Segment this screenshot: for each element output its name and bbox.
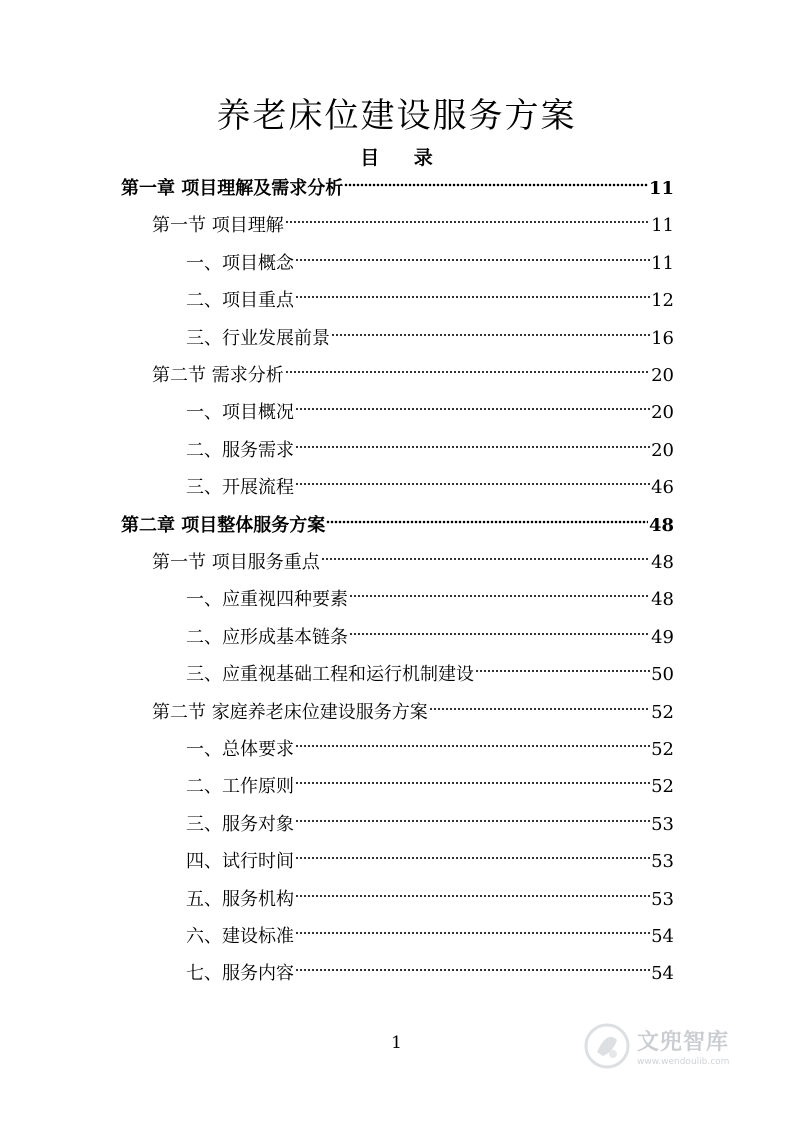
watermark-url: www.wendoulib.com (637, 1057, 730, 1067)
toc-entry-label: 一、项目概念 (186, 253, 294, 274)
toc-entry[interactable] (186, 326, 674, 352)
toc-leader-dots (295, 817, 650, 825)
toc-entry[interactable] (186, 251, 674, 277)
toc-entry-label: 第二节 需求分析 (152, 365, 284, 386)
toc-entry[interactable] (152, 550, 674, 576)
toc-entry-page: 48 (648, 515, 674, 536)
toc-leader-dots (295, 742, 650, 750)
toc-entry[interactable] (186, 737, 674, 763)
toc-entry-label: 二、工作原则 (186, 776, 294, 797)
toc-entry-label: 五、服务机构 (186, 889, 294, 910)
toc-entry[interactable] (186, 849, 674, 875)
toc-entry[interactable] (186, 812, 674, 838)
toc-entry-label: 第二节 家庭养老床位建设服务方案 (152, 702, 428, 723)
page-number: 1 (391, 1033, 402, 1053)
toc-entry-page: 20 (651, 402, 674, 423)
toc-entry-label: 三、行业发展前景 (186, 328, 330, 349)
toc-entry[interactable] (186, 961, 674, 987)
toc-entry-label: 第一节 项目理解 (152, 215, 284, 236)
toc-heading: 目 录 (360, 147, 447, 169)
watermark (583, 1018, 773, 1074)
toc-entry[interactable] (186, 288, 674, 314)
toc-entry-label: 一、总体要求 (186, 739, 294, 760)
toc-entry-page: 48 (651, 589, 674, 610)
toc-entry-page: 20 (651, 440, 674, 461)
toc-entry-label: 第二章 项目整体服务方案 (121, 515, 326, 536)
toc-entry[interactable] (186, 774, 674, 800)
toc-entry-page: 49 (651, 627, 674, 648)
toc-leader-dots (295, 966, 650, 974)
wendou-logo-icon (583, 1022, 631, 1070)
toc-entry-page: 20 (651, 365, 674, 386)
toc-leader-dots (285, 368, 650, 376)
toc-entry-label: 二、应形成基本链条 (186, 627, 348, 648)
toc-entry-page: 11 (648, 178, 674, 199)
toc-entry[interactable] (121, 176, 674, 202)
toc-leader-dots (475, 667, 650, 675)
toc-leader-dots (295, 892, 650, 900)
toc-entry[interactable] (152, 700, 674, 726)
toc-leader-dots (326, 518, 648, 526)
toc-entry-label: 二、项目重点 (186, 290, 294, 311)
toc-entry-page: 54 (651, 926, 674, 947)
toc-entry-label: 三、开展流程 (186, 477, 294, 498)
toc-entry-page: 52 (651, 776, 674, 797)
toc-entry[interactable] (186, 625, 674, 651)
toc-entry-label: 三、应重视基础工程和运行机制建设 (186, 664, 474, 685)
toc-entry-page: 46 (651, 477, 674, 498)
toc-entry-label: 第一章 项目理解及需求分析 (121, 178, 344, 199)
document-title: 养老床位建设服务方案 (216, 96, 577, 136)
toc-leader-dots (349, 630, 650, 638)
toc-entry-label: 一、项目概况 (186, 402, 294, 423)
toc-entry[interactable] (186, 662, 674, 688)
toc-leader-dots (295, 929, 650, 937)
toc-entry-page: 11 (651, 215, 674, 236)
toc-entry[interactable] (186, 438, 674, 464)
toc-entry-label: 四、试行时间 (186, 851, 294, 872)
toc-entry-page: 16 (651, 328, 674, 349)
toc-entry-page: 53 (651, 851, 674, 872)
toc-entry-label: 七、服务内容 (186, 963, 294, 984)
toc-entry[interactable] (152, 363, 674, 389)
toc-entry-label: 三、服务对象 (186, 814, 294, 835)
toc-entry-page: 50 (651, 664, 674, 685)
toc-leader-dots (321, 555, 650, 563)
toc-entry-page: 53 (651, 814, 674, 835)
toc-entry-label: 一、应重视四种要素 (186, 589, 348, 610)
toc-entry[interactable] (186, 400, 674, 426)
toc-leader-dots (344, 181, 648, 189)
toc-leader-dots (295, 779, 650, 787)
toc-leader-dots (295, 405, 650, 413)
watermark-name: 文兜智库 (637, 1030, 730, 1055)
toc-entry-page: 12 (651, 290, 674, 311)
toc-entry-label: 第一节 项目服务重点 (152, 552, 320, 573)
toc-entry[interactable] (152, 213, 674, 239)
toc-entry-label: 二、服务需求 (186, 440, 294, 461)
toc-entry-page: 53 (651, 889, 674, 910)
toc-leader-dots (429, 705, 650, 713)
toc-leader-dots (295, 854, 650, 862)
toc-entry-label: 六、建设标准 (186, 926, 294, 947)
toc-entry[interactable] (186, 587, 674, 613)
toc-entry-page: 48 (651, 552, 674, 573)
toc-entry[interactable] (186, 475, 674, 501)
toc-entry[interactable] (186, 924, 674, 950)
toc-leader-dots (295, 443, 650, 451)
toc-leader-dots (295, 293, 650, 301)
toc-leader-dots (285, 218, 650, 226)
toc-entry-page: 52 (651, 702, 674, 723)
toc-leader-dots (331, 331, 650, 339)
toc-entry-page: 54 (651, 963, 674, 984)
toc-leader-dots (295, 256, 650, 264)
toc-entry-page: 52 (651, 739, 674, 760)
toc-leader-dots (349, 592, 650, 600)
toc-entry-page: 11 (651, 253, 674, 274)
toc-leader-dots (295, 480, 650, 488)
toc-entry[interactable] (121, 513, 674, 539)
toc-entry[interactable] (186, 887, 674, 913)
